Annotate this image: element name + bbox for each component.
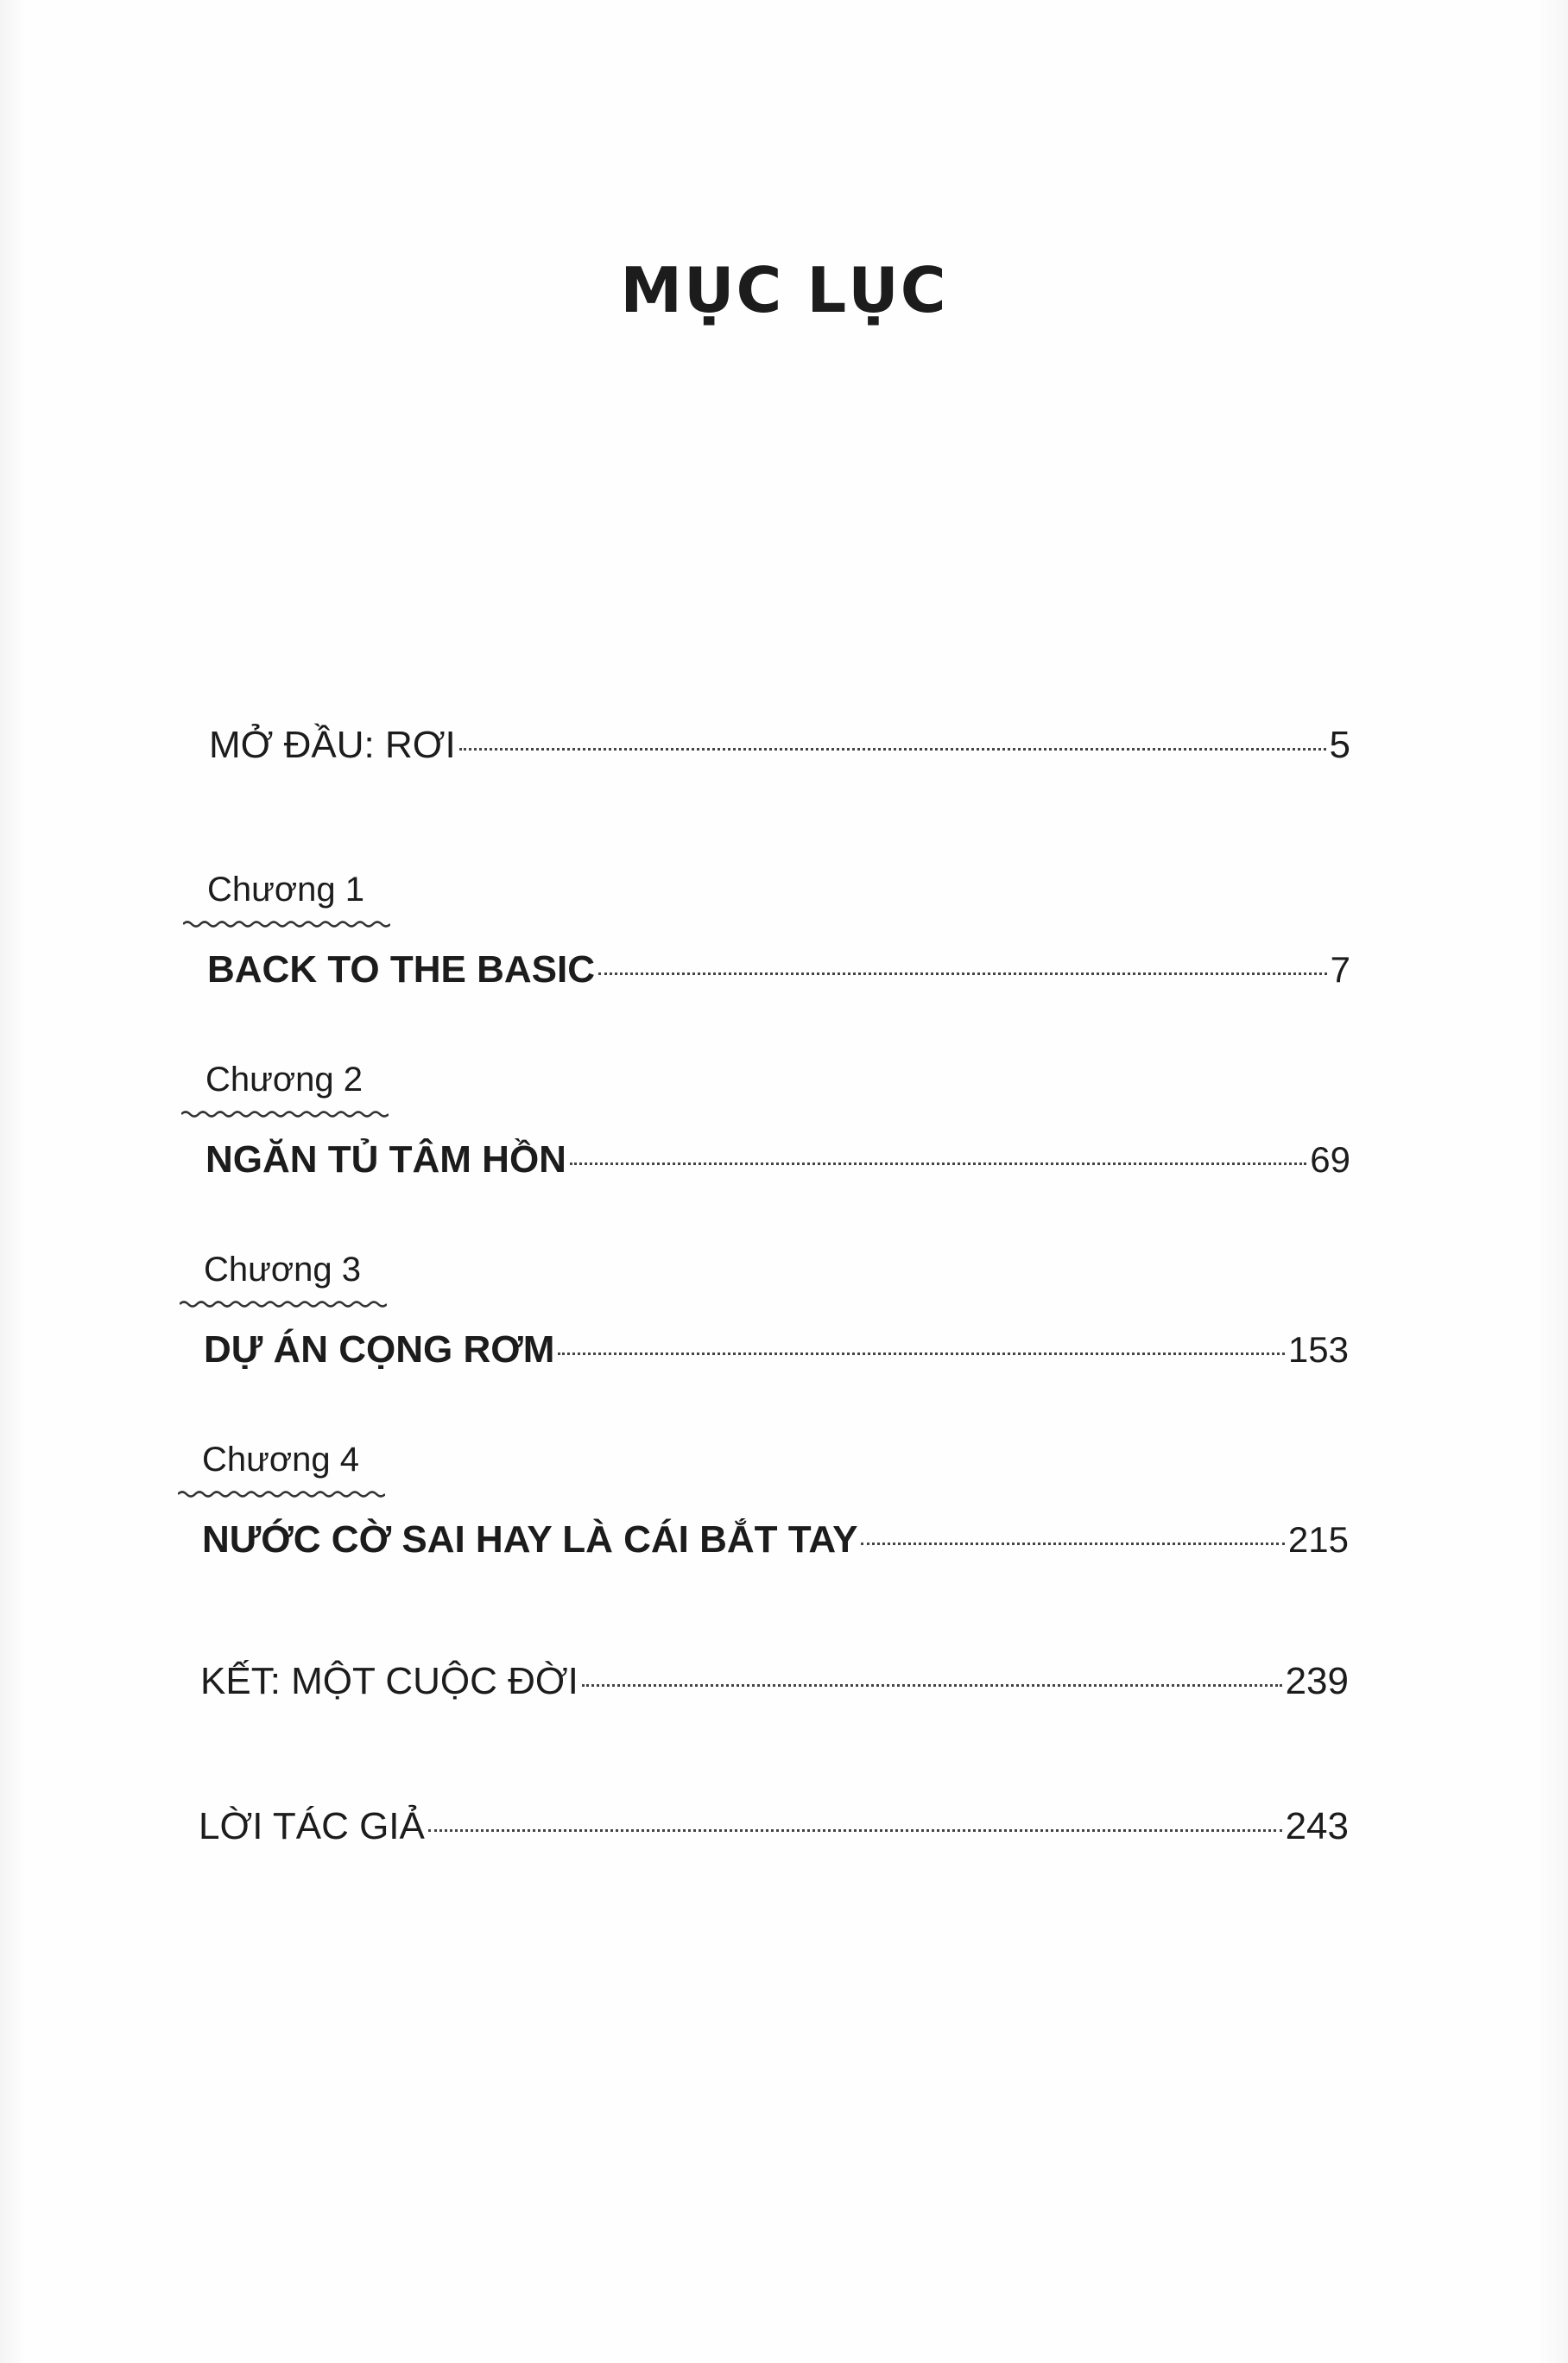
- toc-page-number: 69: [1310, 1139, 1350, 1180]
- toc-page-number: 7: [1330, 949, 1350, 990]
- dot-leader: [598, 972, 1327, 975]
- toc-page-number: 153: [1287, 1329, 1349, 1370]
- chapter-label: Chương 4: [202, 1441, 359, 1479]
- toc-entry-title: BACK TO THE BASIC: [207, 948, 595, 991]
- wavy-underline-decoration: [183, 919, 390, 929]
- toc-entry-title: NƯỚC CỜ SAI HAY LÀ CÁI BẮT TAY: [202, 1518, 858, 1561]
- toc-page-number: 239: [1285, 1660, 1349, 1702]
- toc-page-number: 5: [1329, 724, 1350, 766]
- toc-page-number: 243: [1285, 1805, 1349, 1847]
- wavy-underline-decoration: [181, 1109, 389, 1119]
- toc-entry-label: KẾT: MỘT CUỘC ĐỜI: [200, 1660, 579, 1702]
- dot-leader: [570, 1162, 1306, 1165]
- toc-entry-title: NGĂN TỦ TÂM HỒN: [205, 1138, 566, 1181]
- chapter-label: Chương 1: [207, 871, 364, 909]
- dot-leader: [558, 1353, 1284, 1355]
- page-title: MỤC LỤC: [620, 254, 948, 326]
- toc-entry-chapter-1[interactable]: [207, 948, 1350, 991]
- toc-entry-afterword[interactable]: [199, 1805, 1349, 1848]
- toc-entry-ending[interactable]: [200, 1660, 1349, 1703]
- toc-entry-label: LỜI TÁC GIẢ: [199, 1805, 425, 1847]
- toc-entry-title: DỰ ÁN CỌNG RƠM: [204, 1328, 555, 1371]
- chapter-label: Chương 2: [205, 1061, 363, 1099]
- toc-entry-chapter-4[interactable]: [202, 1518, 1349, 1562]
- toc-entry-chapter-2[interactable]: [205, 1138, 1350, 1182]
- chapter-label: Chương 3: [204, 1251, 361, 1289]
- dot-leader: [861, 1543, 1284, 1545]
- wavy-underline-decoration: [180, 1299, 387, 1309]
- toc-page-number: 215: [1287, 1519, 1349, 1560]
- dot-leader: [428, 1829, 1282, 1832]
- toc-entry-label: MỞ ĐẦU: RƠI: [209, 724, 456, 766]
- toc-entry-chapter-3[interactable]: [204, 1328, 1349, 1372]
- toc-entry-intro[interactable]: [209, 724, 1350, 767]
- dot-leader: [582, 1684, 1282, 1687]
- dot-leader: [459, 748, 1326, 751]
- wavy-underline-decoration: [178, 1489, 385, 1499]
